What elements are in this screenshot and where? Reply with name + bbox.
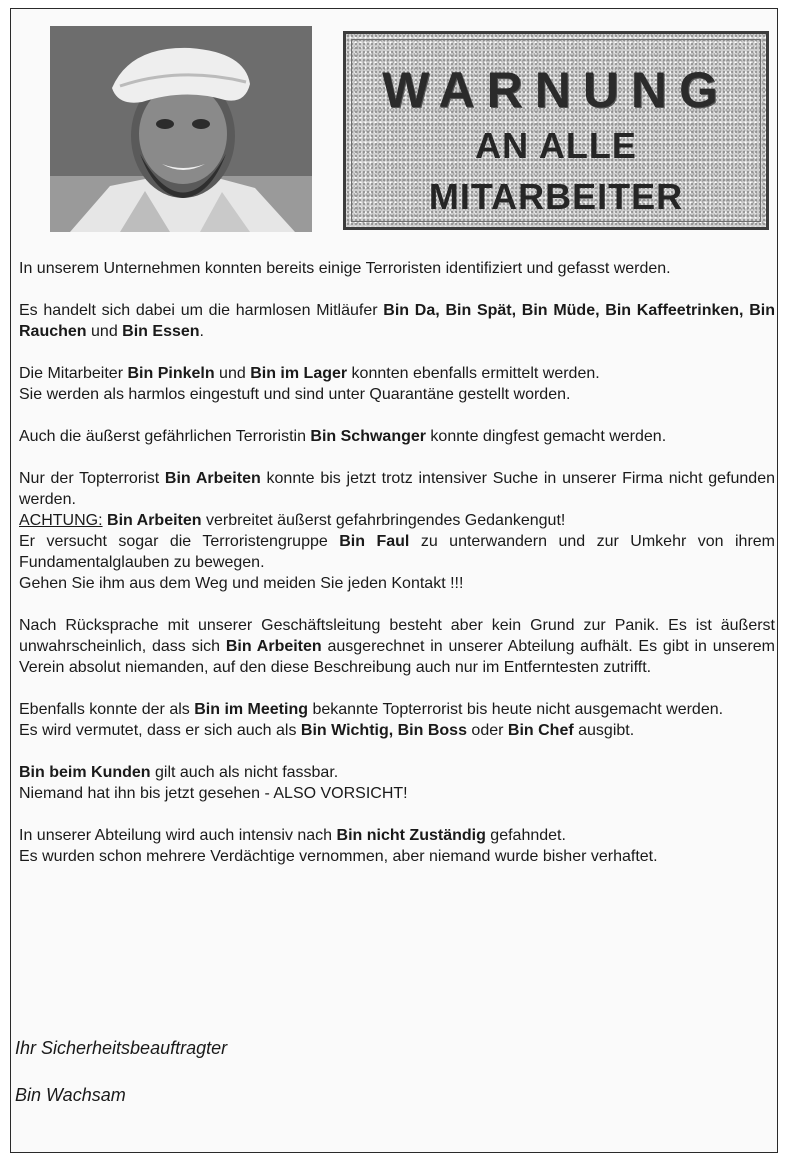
name-bin-chef: Bin Chef bbox=[507, 722, 574, 739]
names-mitlaeufer: Bin Da, Bin Spät, Bin Müde, Bin Kaffeetrinken, Bin Rauchen bbox=[19, 302, 775, 340]
name-bin-beim-kunden: Bin beim Kunden bbox=[19, 764, 151, 781]
warning-subtitle-line1: AN ALLE bbox=[475, 125, 637, 166]
name-bin-nicht-zustaendig: Bin nicht Zuständig bbox=[336, 827, 486, 844]
signature-name: Bin Wachsam bbox=[15, 1085, 126, 1105]
name-bin-im-lager: Bin im Lager bbox=[250, 365, 348, 382]
name-bin-arbeiten: Bin Arbeiten bbox=[164, 470, 261, 487]
name-bin-im-meeting: Bin im Meeting bbox=[194, 701, 308, 718]
portrait-photo bbox=[50, 26, 312, 232]
name-bin-essen: Bin Essen bbox=[122, 323, 200, 340]
paragraph-meeting: Ebenfalls konnte der als Bin im Meeting bekannte Topterrorist bis heute nicht ausgemacht werden. bbox=[19, 701, 724, 718]
paragraph-kunden: Bin beim Kunden gilt auch als nicht fassbar. Niemand hat ihn bis jetzt gesehen - ALSO VORSICHT! bbox=[19, 764, 408, 802]
paragraph-panik: Nach Rücksprache mit unserer Geschäftsleitung besteht aber kein Grund zur Panik. Es ist äußerst unwahrscheinlich, dass sich Bin Arbeiten ausgerechnet in unserer Abteilung aufhält. Es gibt in unserem Verein absolut niemanden, auf den diese Beschreibung auch nur im Entferntesten zutrifft. bbox=[19, 617, 775, 676]
paragraph-achtung: ACHTUNG: Bin Arbeiten verbreitet äußerst gefahrbringendes Gedankengut! bbox=[19, 512, 566, 529]
paragraph-mitlaeufer: Es handelt sich dabei um die harmlosen Mitläufer Bin Da, Bin Spät, Bin Müde, Bin Kaffeetrinken, Bin Rauchen und Bin Essen. bbox=[19, 302, 775, 340]
names-wichtig-boss: Bin Wichtig, Bin Boss bbox=[300, 722, 467, 739]
portrait-photo-icon bbox=[50, 26, 312, 232]
paragraph-quarantaene: Die Mitarbeiter Bin Pinkeln und Bin im Lager konnten ebenfalls ermittelt werden. Sie werden als harmlos eingestuft und sind unter Quarantäne gestellt worden. bbox=[19, 365, 600, 403]
signature-role: Ihr Sicherheitsbeauftragter bbox=[15, 1038, 228, 1058]
warning-header-box bbox=[343, 31, 769, 230]
paragraph-verdaechtige: Es wurden schon mehrere Verdächtige vernommen, aber niemand wurde bisher verhaftet. bbox=[19, 848, 658, 865]
warning-title: WARNUNG bbox=[382, 62, 730, 118]
warning-subtitle-line2: MITARBEITER bbox=[428, 176, 684, 217]
paragraph-bin-faul: Er versucht sogar die Terroristengruppe Bin Faul zu unterwandern und zur Umkehr von ihrem Fundamentalglauben zu bewegen. bbox=[19, 533, 776, 571]
name-bin-faul: Bin Faul bbox=[339, 533, 410, 550]
achtung-label: ACHTUNG: bbox=[19, 512, 103, 529]
paragraph-wichtig: Es wird vermutet, dass er sich auch als Bin Wichtig, Bin Boss oder Bin Chef ausgibt. bbox=[19, 722, 635, 739]
name-bin-pinkeln: Bin Pinkeln bbox=[127, 365, 215, 382]
name-bin-schwanger: Bin Schwanger bbox=[310, 428, 426, 445]
paragraph-topterrorist: Nur der Topterrorist Bin Arbeiten konnte bis jetzt trotz intensiver Suche in unserer Firma nicht gefunden werden. bbox=[19, 470, 776, 508]
paragraph-schwanger: Auch die äußerst gefährlichen Terroristin Bin Schwanger konnte dingfest gemacht werden. bbox=[19, 428, 667, 445]
paragraph-zustaendig: In unserer Abteilung wird auch intensiv nach Bin nicht Zuständig gefahndet. bbox=[19, 827, 566, 844]
memo-body bbox=[19, 258, 775, 867]
paragraph-kontakt: Gehen Sie ihm aus dem Weg und meiden Sie jeden Kontakt !!! bbox=[19, 575, 464, 592]
paragraph-intro: In unserem Unternehmen konnten bereits einige Terroristen identifiziert und gefasst werden. bbox=[19, 260, 671, 277]
